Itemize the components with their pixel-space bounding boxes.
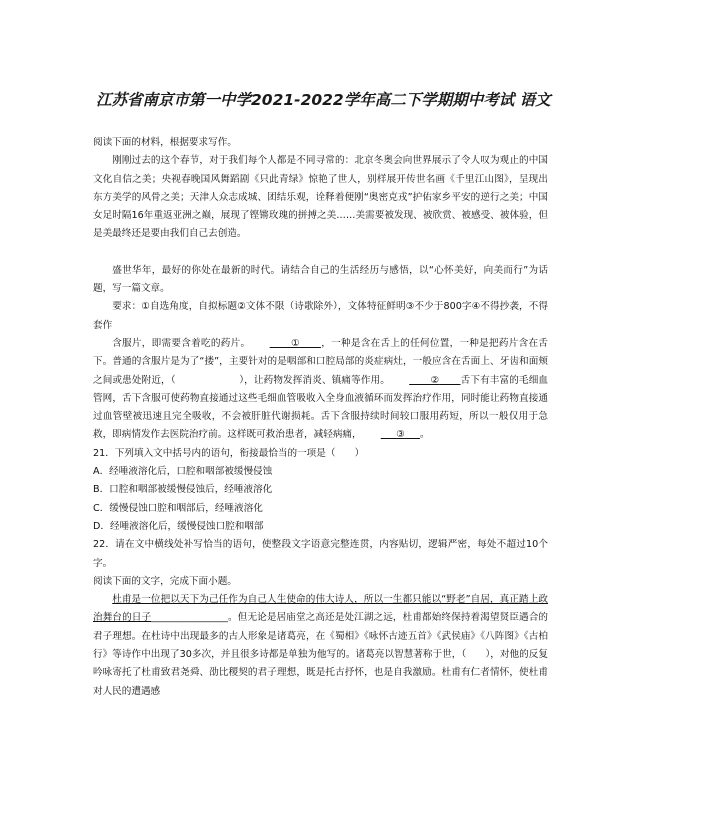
option-d: D．经唾液溶化后，缓慢侵蚀口腔和咽部 [93,520,264,532]
passage-segment: 。 [419,429,430,441]
reading-passage-dufu [93,591,548,701]
passage-segment: ），让药物发挥消炎、镇痛等作用。 [239,374,390,386]
passage-segment: 含服片，即需要含着吃的药片。 [112,337,251,349]
passage-segment: ，一种是含在舌上的任何位置，一种是把药片含在舌下。普通的含服片是为了“搂”，主要针对的是咽部和口腔局部的炎症病灶，一般应含在舌面上、牙齿和面颊之间或患处附近，（ [93,337,549,386]
option-b: B．口腔和咽部被缓慢侵蚀后，经唾液溶化 [93,484,273,496]
underlined-sentence: 杜甫是一位把以天下为己任作为自己人生使命的伟大诗人，所以一生都只能以“野老”自居，真正踏上政治舞台的日子 [93,594,548,624]
blank-3-label: ③ [396,429,405,441]
document-title: 江苏省南京市第一中学2021-2022学年高二下学期期中考试 语文 [96,91,551,109]
blank-1 [250,335,321,353]
option-c: C．缓慢侵蚀口腔和咽部后，经唾液溶化 [93,502,263,514]
blank-1-label: ① [290,337,300,349]
option-a: A．经唾液溶化后，口腔和咽部被缓慢侵蚀 [93,466,273,478]
material-paragraph: 刚刚过去的这个春节，对于我们每个人都是不同寻常的：北京冬奥会向世界展示了令人叹为观止的中国文化自信之美；央视春晚国风舞蹈剧《只此青绿》惊艳了世人，别样展开传世名画《千里江山图》，呈现出东方美学的风骨之美；天津人众志成城、团结乐观，诠释着便刚“奥密克戎”护佑家乡平安的逆行之美；中国女足时隔16年重返亚洲之巅，展现了铿锵玫瑰的拼搏之美……美需要被发现、被欣赏、被感受、被体验，但是美最终还是要由我们自己去创造。 [93,155,548,240]
blank-2 [390,372,461,390]
reading-passage-lozenge [93,335,548,445]
blank-2-label: ② [430,374,440,386]
writing-instruction: 阅读下面的材料，根据要求写作。 [93,137,237,148]
essay-requirements: 要求：①自选角度，自拟标题②文体不限（诗歌除外），文体特征鲜明③不少于800字④不得抄袭，不得套作 [93,301,548,331]
answer-line: ________________ [151,612,228,624]
passage-segment: 。但无论是居庙堂之高还是处江湖之远，杜甫都始终保持着渴望贤臣遇合的君子理想。在杜诗中出现最多的古人形象是诸葛亮，在《蜀相》《咏怀古迹五首》《武侯庙》《八阵图》《古柏行》等诗作中出现了30多次，并且很多诗都是单独为他写的。诸葛亮以智慧著称于世，（ ），对他的反复吟咏寄托了杜甫致君尧舜、劭比稷契的君子理想，既是托古抒怀，也是自我激励。杜甫有仁者情怀，使杜甫对人民的遭遇感 [93,612,549,697]
paragraph-gap [93,244,548,262]
passage-segment: 舌下有丰富的毛细血管网，舌下含服可使药物直接通过这些毛细血管吸收入全身血液循环而发挥治疗作用，同时能让药物直接通过血管壁被迅速且完全吸收，不会被肝脏代谢损耗。舌下含服持续时间较口服用药短，所以一般仅用于急救，即病情发作去医院治疗前。这样既可救治患者，减轻病痛， [93,374,549,441]
reading-instruction: 阅读下面的文字，完成下面小题。 [93,575,237,587]
essay-prompt: 盛世华年，最好的你处在最新的时代。请结合自己的生活经历与感悟，以“心怀美好，向美而行”为话题，写一篇文章。 [93,264,548,295]
blank-3 [362,426,420,444]
question-21: 21．下列填入文中括号内的语句，衔接最恰当的一项是（ ） [93,447,365,459]
question-22: 22．请在文中横线处补写恰当的语句，使整段文字语意完整连贯，内容贴切，逻辑严密，每处不超过10个字。 [93,539,548,569]
document-body [93,134,548,701]
